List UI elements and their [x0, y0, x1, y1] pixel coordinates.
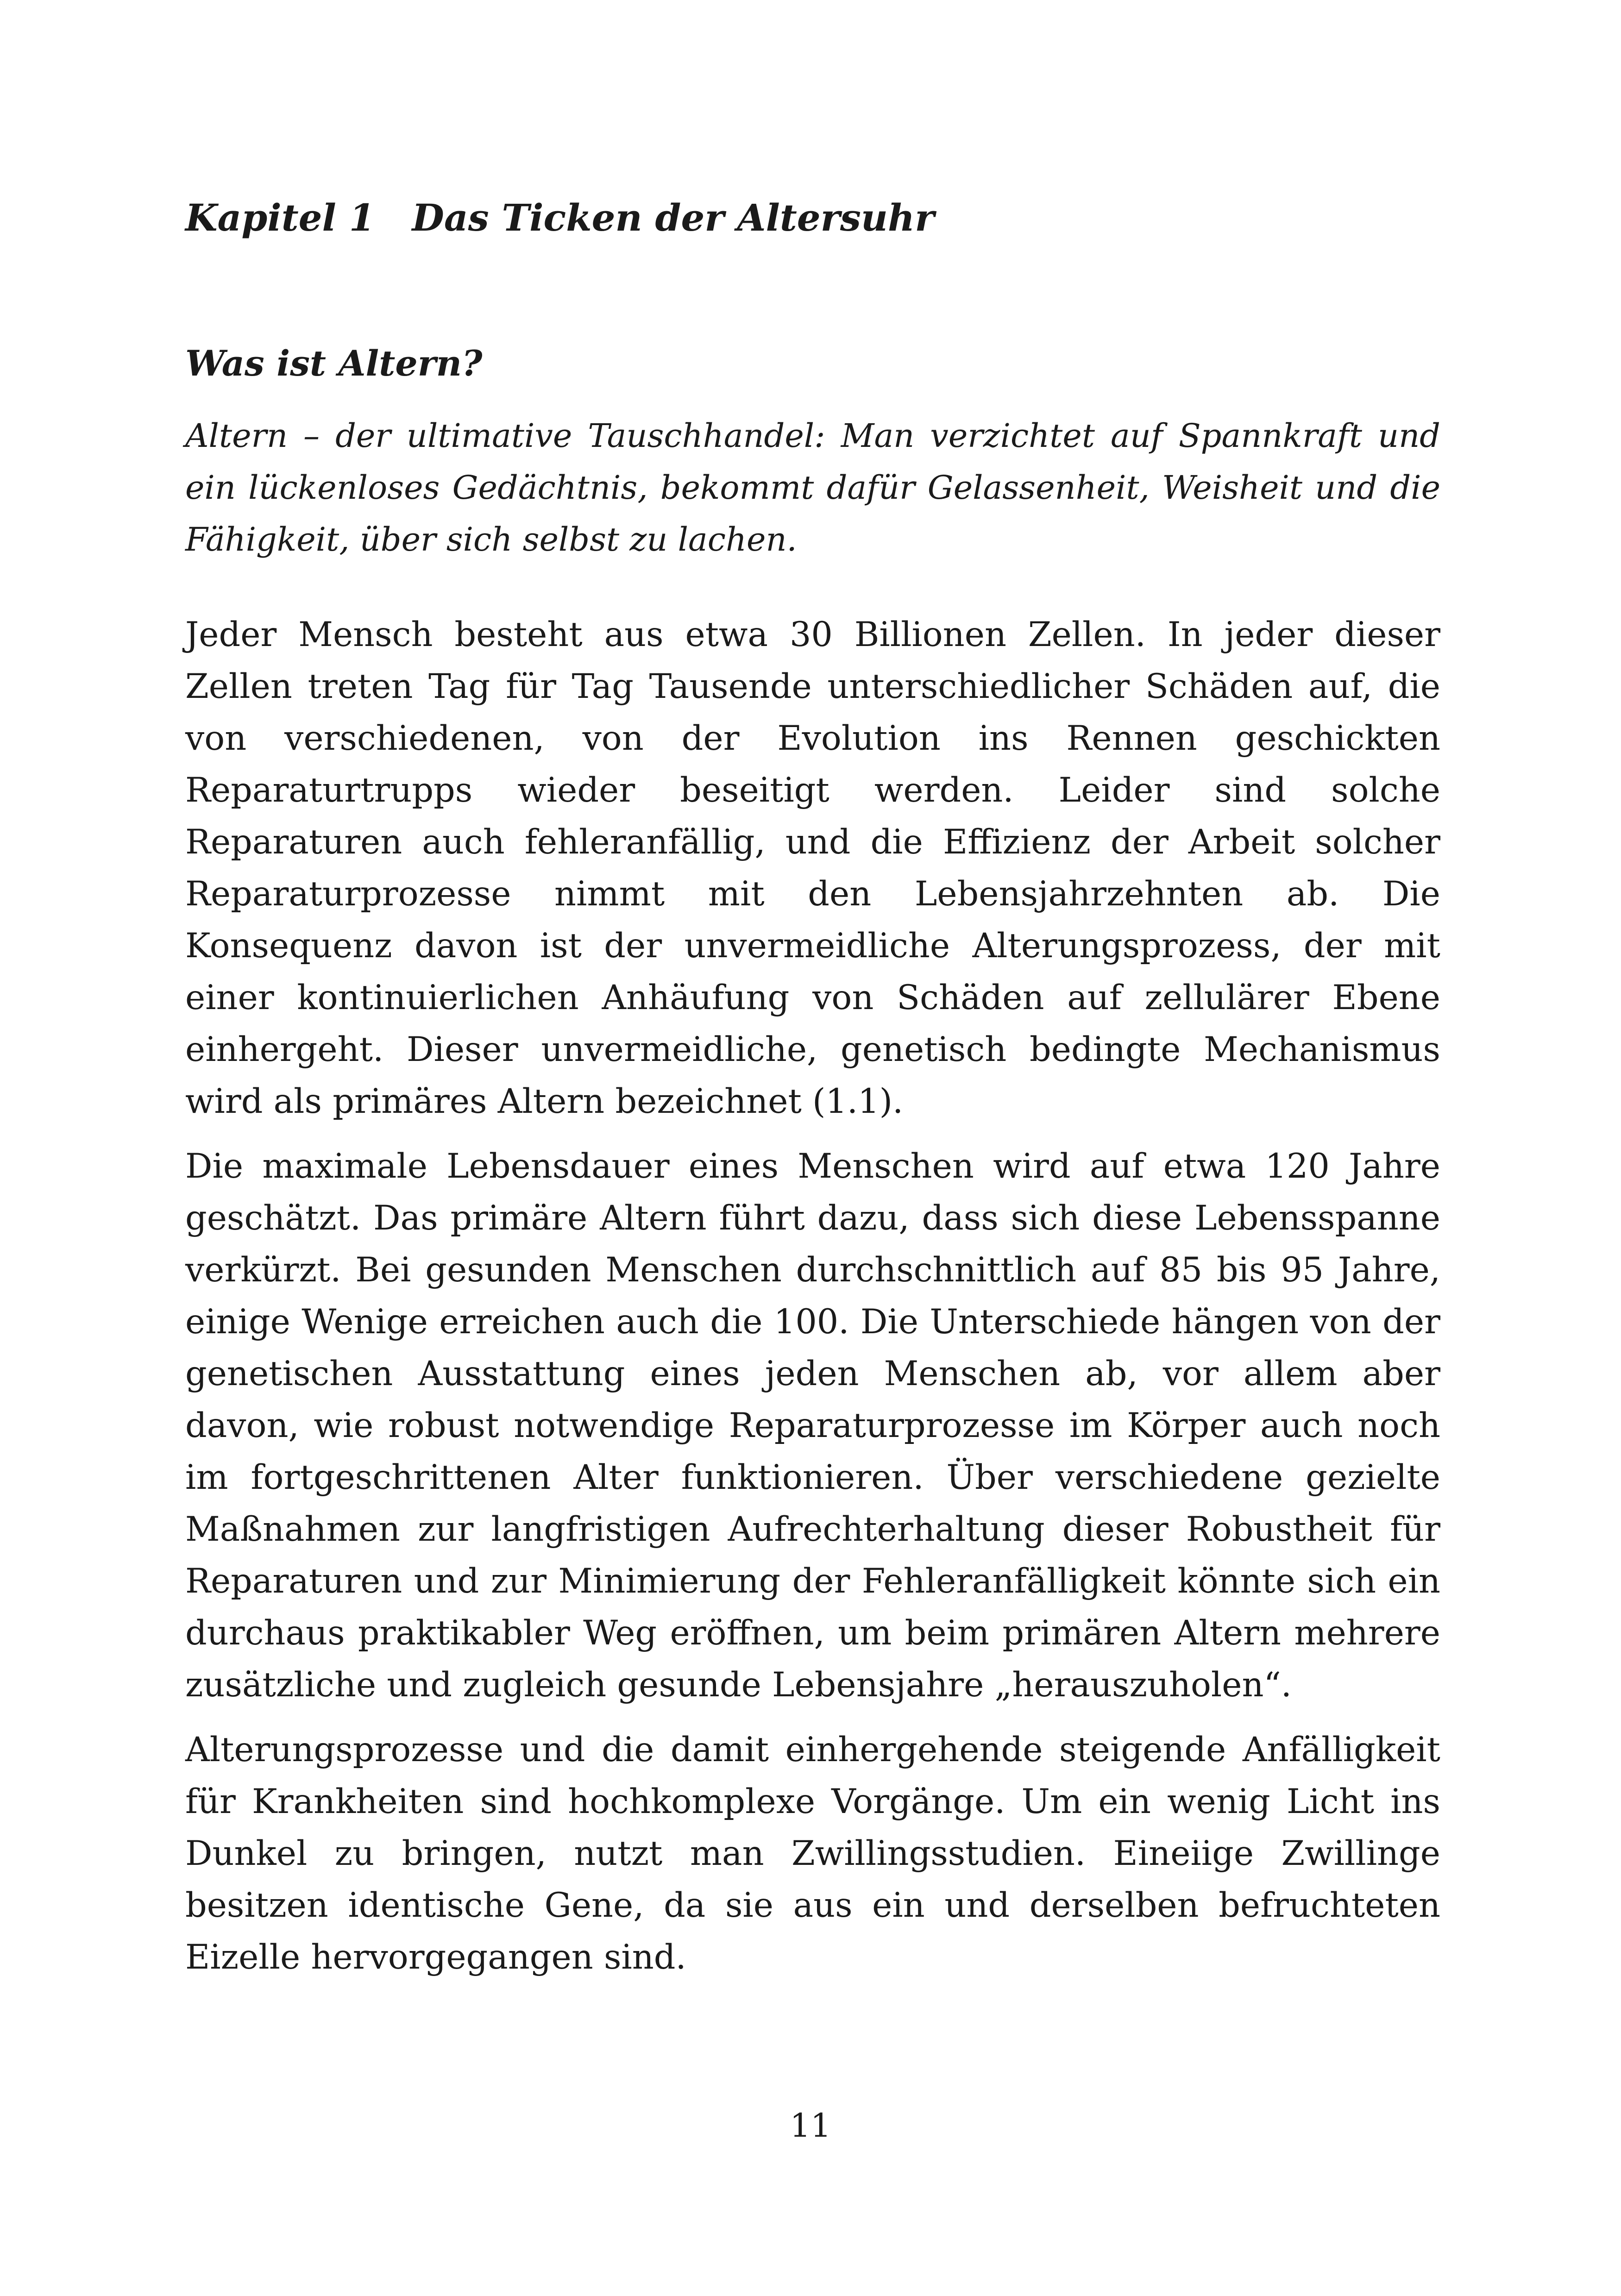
- chapter-number: Kapitel 1: [185, 196, 375, 239]
- chapter-heading: [185, 185, 934, 250]
- epigraph: Altern – der ultimative Tauschhandel: Man verzichtet auf Spannkraft und ein lückenloses Gedächtnis, bekommt dafür Gelassenheit, Weisheit und die Fähigkeit, über sich selbst zu lachen.: [185, 417, 1440, 558]
- paragraph: Jeder Mensch besteht aus etwa 30 Billionen Zellen. In jeder dieser Zellen treten Tag für Tag Tausende unterschiedlicher Schäden auf, die von verschiedenen, von der Evolution ins Rennen geschickten Reparaturtrupps wieder beseitigt werden. Leider sind solche Reparaturen auch fehleranfällig, und die Effizienz der Arbeit solcher Reparaturprozesse nimmt mit den Lebensjahrzehnten ab. Die Konsequenz davon ist der unvermeidliche Alterungsprozess, der mit einer kontinuierlichen Anhäufung von Schäden auf zellulärer Ebene einhergeht. Dieser unvermeidliche, genetisch bedingte Mechanismus wird als primäres Altern bezeichnet (1.1).: [185, 615, 1440, 1121]
- paragraph: Alterungsprozesse und die damit einhergehende steigende Anfälligkeit für Krankheiten sind hochkomplexe Vorgänge. Um ein wenig Licht ins Dunkel zu bringen, nutzt man Zwillingsstudien. Eineiige Zwillinge besitzen identische Gene, da sie aus ein und derselben befruchteten Eizelle hervorgegangen sind.: [185, 1730, 1440, 1977]
- paragraph: Die maximale Lebensdauer eines Menschen wird auf etwa 120 Jahre geschätzt. Das primäre Altern führt dazu, dass sich diese Lebensspanne verkürzt. Bei gesunden Menschen durchschnittlich auf 85 bis 95 Jahre, einige Wenige erreichen auch die 100. Die Unterschiede hängen von der genetischen Ausstattung eines jeden Menschen ab, vor allem aber davon, wie robust notwendige Reparaturprozesse im Körper auch noch im fortgeschrittenen Alter funktionieren. Über verschiedene gezielte Maßnahmen zur langfristigen Aufrechterhaltung dieser Robustheit für Reparaturen und zur Minimierung der Fehleranfälligkeit könnte sich ein durchaus praktikabler Weg eröffnen, um beim primären Altern mehrere zusätzliche und zugleich gesunde Lebensjahre „herauszuholen“.: [185, 1147, 1440, 1705]
- chapter-title: Das Ticken der Altersuhr: [412, 196, 935, 239]
- section-title: Was ist Altern?: [185, 343, 483, 384]
- body-text: [185, 609, 1440, 1996]
- page-number: 11: [790, 2107, 831, 2145]
